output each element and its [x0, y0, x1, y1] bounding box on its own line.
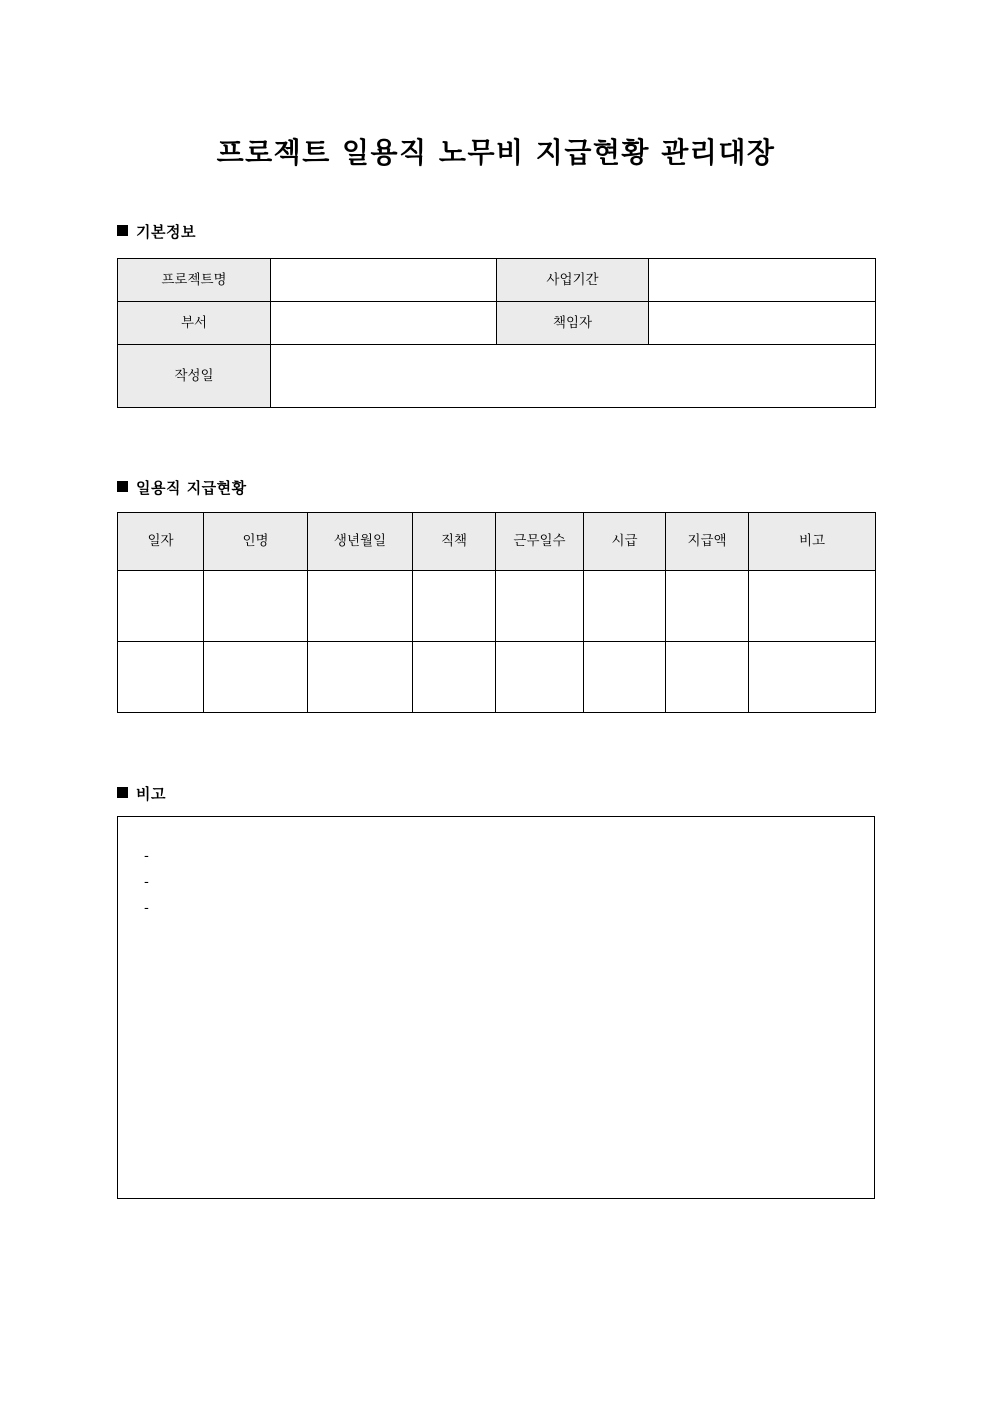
field-label-department: 부서	[118, 302, 271, 345]
payment-status-table	[117, 512, 876, 713]
field-label-created-date: 작성일	[118, 345, 271, 408]
field-value-department[interactable]	[271, 302, 497, 345]
list-item[interactable]: -	[144, 900, 149, 916]
square-bullet-icon	[117, 787, 128, 798]
cell-workdays[interactable]	[496, 642, 584, 713]
section-heading-payment-status	[117, 478, 247, 498]
cell-payment[interactable]	[666, 642, 749, 713]
square-bullet-icon	[117, 225, 128, 236]
cell-hourly-wage[interactable]	[584, 571, 666, 642]
column-header-remarks: 비고	[749, 513, 876, 571]
table-row	[118, 345, 876, 408]
cell-workdays[interactable]	[496, 571, 584, 642]
column-header-payment: 지급액	[666, 513, 749, 571]
column-header-workdays: 근무일수	[496, 513, 584, 571]
section-heading-payment-status-label: 일용직 지급현황	[136, 479, 247, 497]
cell-position[interactable]	[413, 642, 496, 713]
table-row	[118, 571, 876, 642]
basic-info-table	[117, 258, 876, 408]
section-heading-remarks	[117, 784, 166, 804]
cell-name[interactable]	[204, 642, 308, 713]
cell-remarks[interactable]	[749, 571, 876, 642]
field-label-manager: 책임자	[497, 302, 649, 345]
cell-remarks[interactable]	[749, 642, 876, 713]
table-row	[118, 259, 876, 302]
page-title: 프로젝트 일용직 노무비 지급현황 관리대장	[216, 136, 776, 169]
cell-birthdate[interactable]	[308, 642, 413, 713]
field-label-project-name: 프로젝트명	[118, 259, 271, 302]
column-header-birthdate: 생년월일	[308, 513, 413, 571]
remarks-box[interactable]	[117, 816, 875, 1199]
field-value-manager[interactable]	[649, 302, 876, 345]
list-item[interactable]: -	[144, 874, 149, 890]
column-header-date: 일자	[118, 513, 204, 571]
field-label-business-period: 사업기간	[497, 259, 649, 302]
field-value-business-period[interactable]	[649, 259, 876, 302]
square-bullet-icon	[117, 481, 128, 492]
column-header-name: 인명	[204, 513, 308, 571]
table-header-row	[118, 513, 876, 571]
column-header-hourly-wage: 시급	[584, 513, 666, 571]
cell-name[interactable]	[204, 571, 308, 642]
section-heading-basic-info-label: 기본정보	[136, 223, 196, 241]
cell-hourly-wage[interactable]	[584, 642, 666, 713]
field-value-project-name[interactable]	[271, 259, 497, 302]
cell-date[interactable]	[118, 571, 204, 642]
table-row	[118, 302, 876, 345]
list-item[interactable]: -	[144, 848, 149, 864]
remarks-list	[118, 817, 874, 921]
section-heading-remarks-label: 비고	[136, 785, 166, 803]
cell-birthdate[interactable]	[308, 571, 413, 642]
section-heading-basic-info	[117, 222, 196, 242]
column-header-position: 직책	[413, 513, 496, 571]
cell-payment[interactable]	[666, 571, 749, 642]
cell-date[interactable]	[118, 642, 204, 713]
field-value-created-date[interactable]	[271, 345, 876, 408]
table-row	[118, 642, 876, 713]
cell-position[interactable]	[413, 571, 496, 642]
